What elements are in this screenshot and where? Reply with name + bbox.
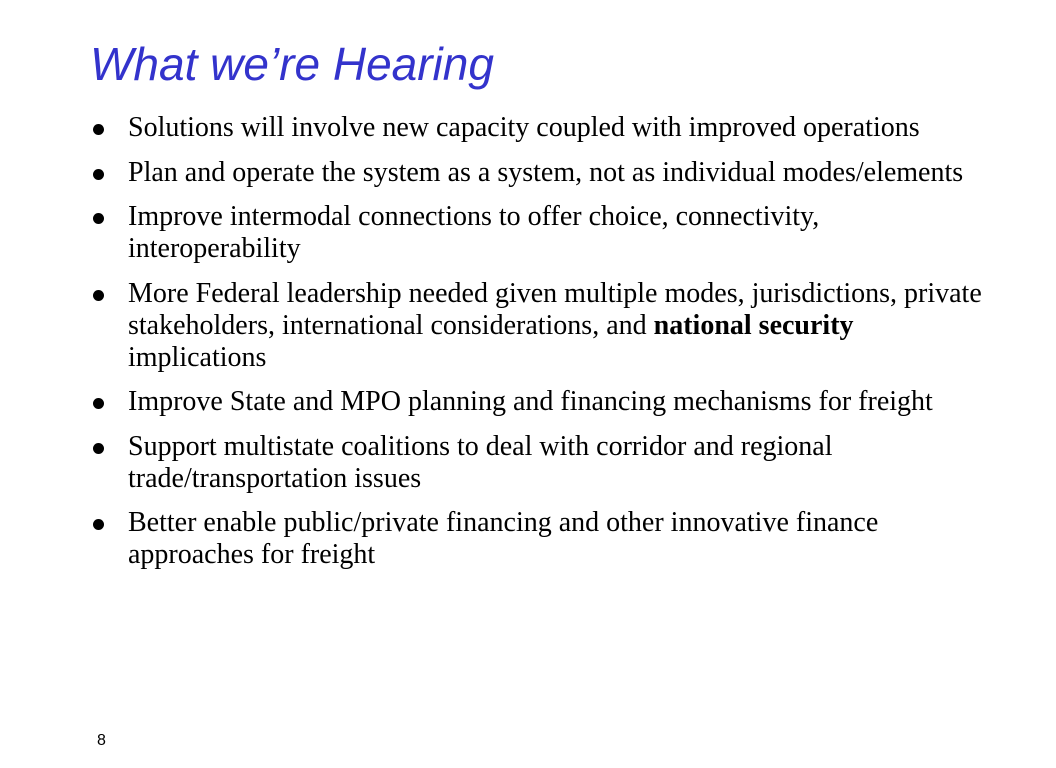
bullet-icon: [93, 213, 104, 224]
page-number: 8: [97, 732, 106, 749]
bullet-item: [128, 278, 988, 374]
bullet-text: Plan and operate the system as a system, not as individual modes/elements: [128, 156, 964, 188]
slide-title: What we’re Hearing: [90, 38, 494, 90]
bullet-text: Better enable public/private financing and other innovative finance approaches for freight: [128, 507, 879, 570]
bullet-icon: [93, 443, 104, 454]
bullet-item: [128, 112, 988, 144]
bullet-text-before: More Federal leadership needed given multiple modes, jurisdictions, private stakeholders, international considerations, and: [128, 277, 982, 341]
bullet-text: Support multistate coalitions to deal with corridor and regional trade/transportation issues: [128, 430, 833, 494]
bullet-item: [128, 431, 988, 495]
bullet-icon: [93, 290, 104, 301]
bullet-emphasis: national security: [653, 309, 854, 341]
bullet-list: [128, 112, 988, 571]
bullet-item: [128, 386, 988, 418]
bullet-item: [128, 507, 988, 571]
bullet-text: Improve intermodal connections to offer choice, connectivity, interoperability: [128, 201, 820, 264]
bullet-icon: [93, 169, 104, 180]
bullet-icon: [93, 519, 104, 530]
bullet-item: [128, 157, 988, 189]
bullet-item: [128, 201, 988, 265]
bullet-text: Solutions will involve new capacity coupled with improved operations: [128, 112, 920, 143]
bullet-text: Improve State and MPO planning and financing mechanisms for freight: [128, 386, 933, 417]
bullet-text-after: implications: [128, 341, 267, 373]
bullet-icon: [93, 398, 104, 409]
bullet-icon: [93, 124, 104, 135]
